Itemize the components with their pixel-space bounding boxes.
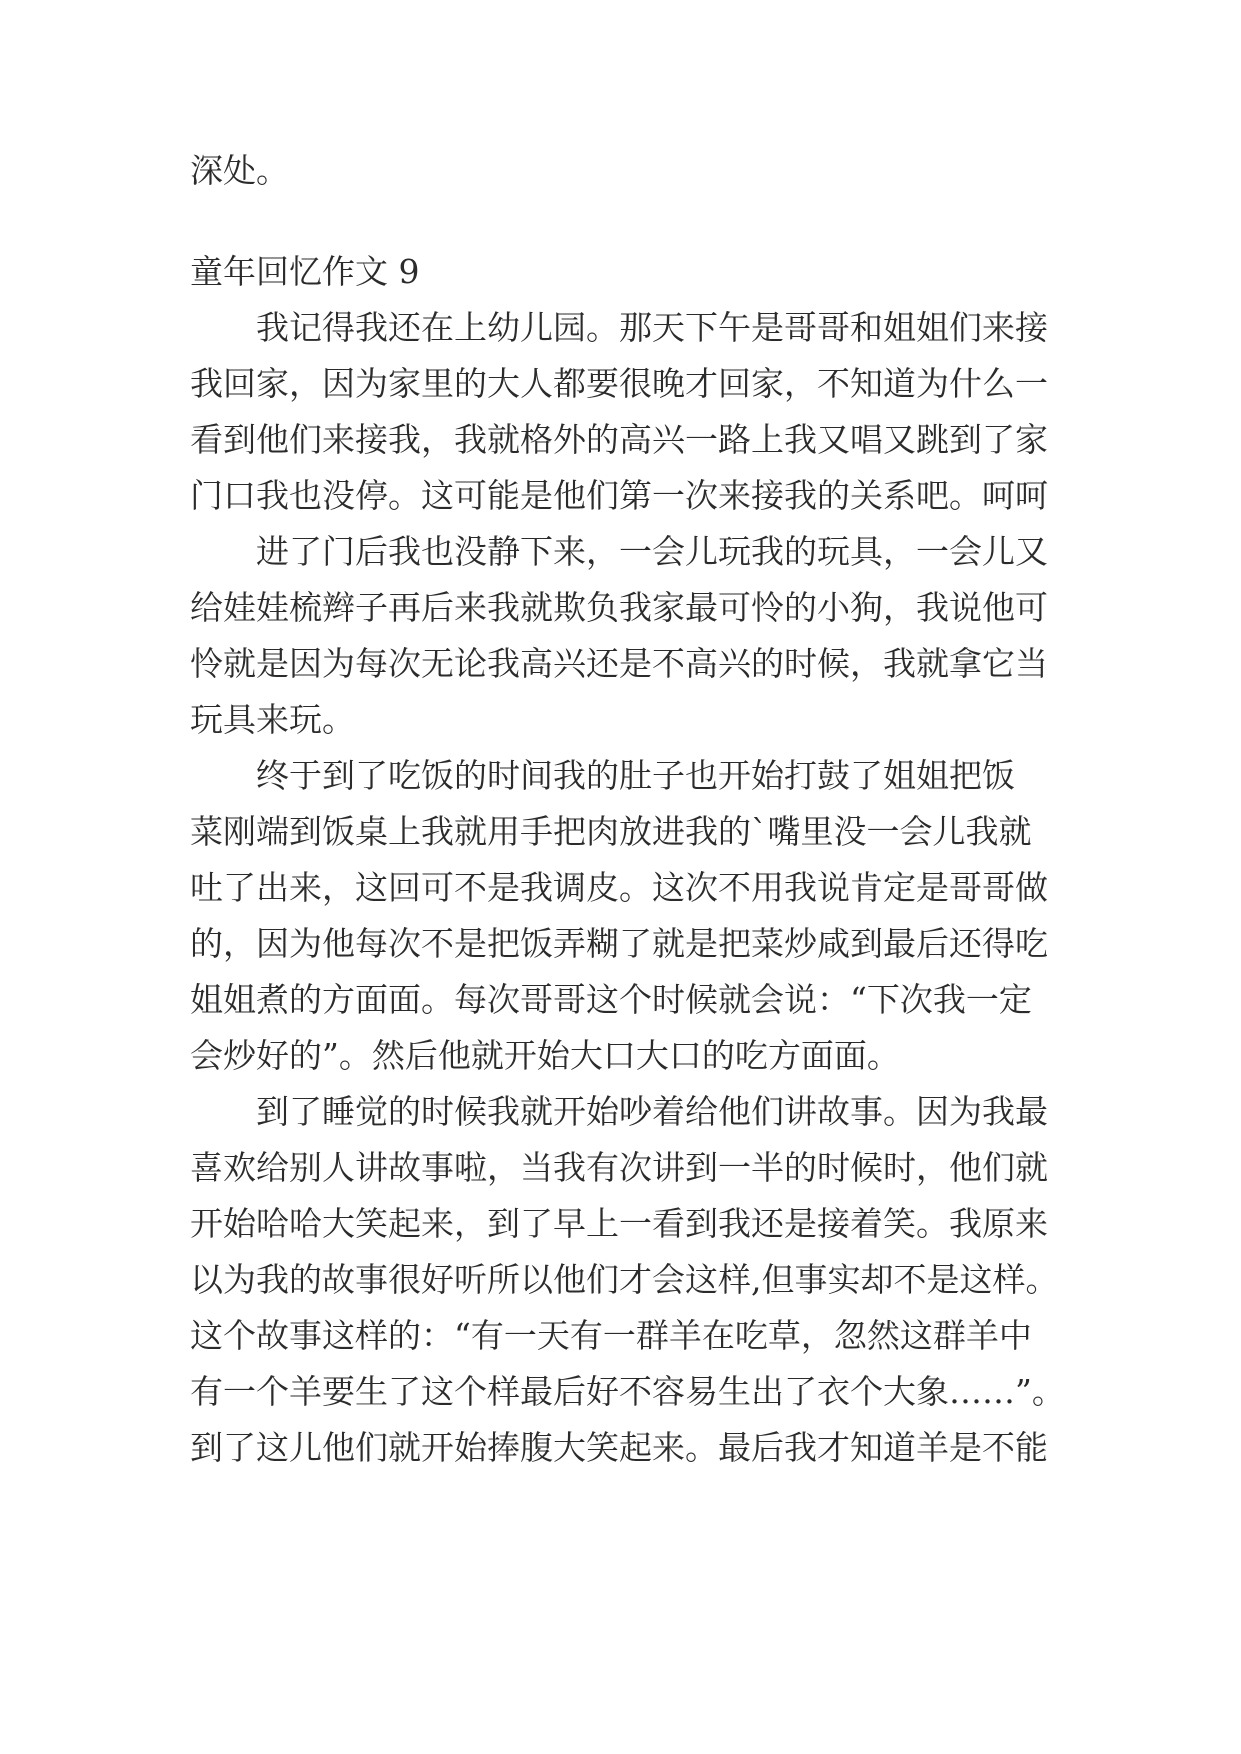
text-line: 会炒好的”。然后他就开始大口大口的吃方面面。 [190, 1036, 900, 1075]
text-line: 我回家，因为家里的大人都要很晚才回家，不知道为什么一 [190, 364, 1048, 403]
text-line: 门口我也没停。这可能是他们第一次来接我的关系吧。呵呵 [190, 476, 1048, 515]
text-line: 这个故事这样的：“有一天有一群羊在吃草，忽然这群羊中 [190, 1316, 1032, 1355]
text-line: 到了这儿他们就开始捧腹大笑起来。最后我才知道羊是不能 [190, 1428, 1048, 1467]
text-line: 以为我的故事很好听所以他们才会这样,但事实却不是这样。 [190, 1260, 1059, 1299]
text-line: 开始哈哈大笑起来，到了早上一看到我还是接着笑。我原来 [190, 1204, 1048, 1243]
text-line: 玩具来玩。 [190, 700, 355, 739]
text-line: 吐了出来，这回可不是我调皮。这次不用我说肯定是哥哥做 [190, 868, 1048, 907]
text-line: 进了门后我也没静下来，一会儿玩我的玩具，一会儿又 [256, 532, 1048, 571]
text-line: 喜欢给别人讲故事啦，当我有次讲到一半的时候时，他们就 [190, 1148, 1048, 1187]
essay-heading: 童年回忆作文 9 [190, 252, 420, 291]
text-line: 姐姐煮的方面面。每次哥哥这个时候就会说：“下次我一定 [190, 980, 1032, 1019]
text-line: 的，因为他每次不是把饭弄糊了就是把菜炒咸到最后还得吃 [190, 924, 1048, 963]
text-line: 终于到了吃饭的时间我的肚子也开始打鼓了姐姐把饭 [256, 756, 1015, 795]
text-line: 怜就是因为每次无论我高兴还是不高兴的时候，我就拿它当 [190, 644, 1048, 683]
text-line: 菜刚端到饭桌上我就用手把肉放进我的`嘴里没一会儿我就 [190, 812, 1032, 851]
text-line: 给娃娃梳辫子再后来我就欺负我家最可怜的小狗，我说他可 [190, 588, 1048, 627]
text-line: 到了睡觉的时候我就开始吵着给他们讲故事。因为我最 [256, 1092, 1048, 1131]
text-line: 我记得我还在上幼儿园。那天下午是哥哥和姐姐们来接 [256, 308, 1048, 347]
text-line: 有一个羊要生了这个样最后好不容易生出了衣个大象……”。 [190, 1372, 1065, 1411]
text-line: 看到他们来接我，我就格外的高兴一路上我又唱又跳到了家 [190, 420, 1048, 459]
paragraph-fragment: 深处。 [190, 151, 289, 190]
